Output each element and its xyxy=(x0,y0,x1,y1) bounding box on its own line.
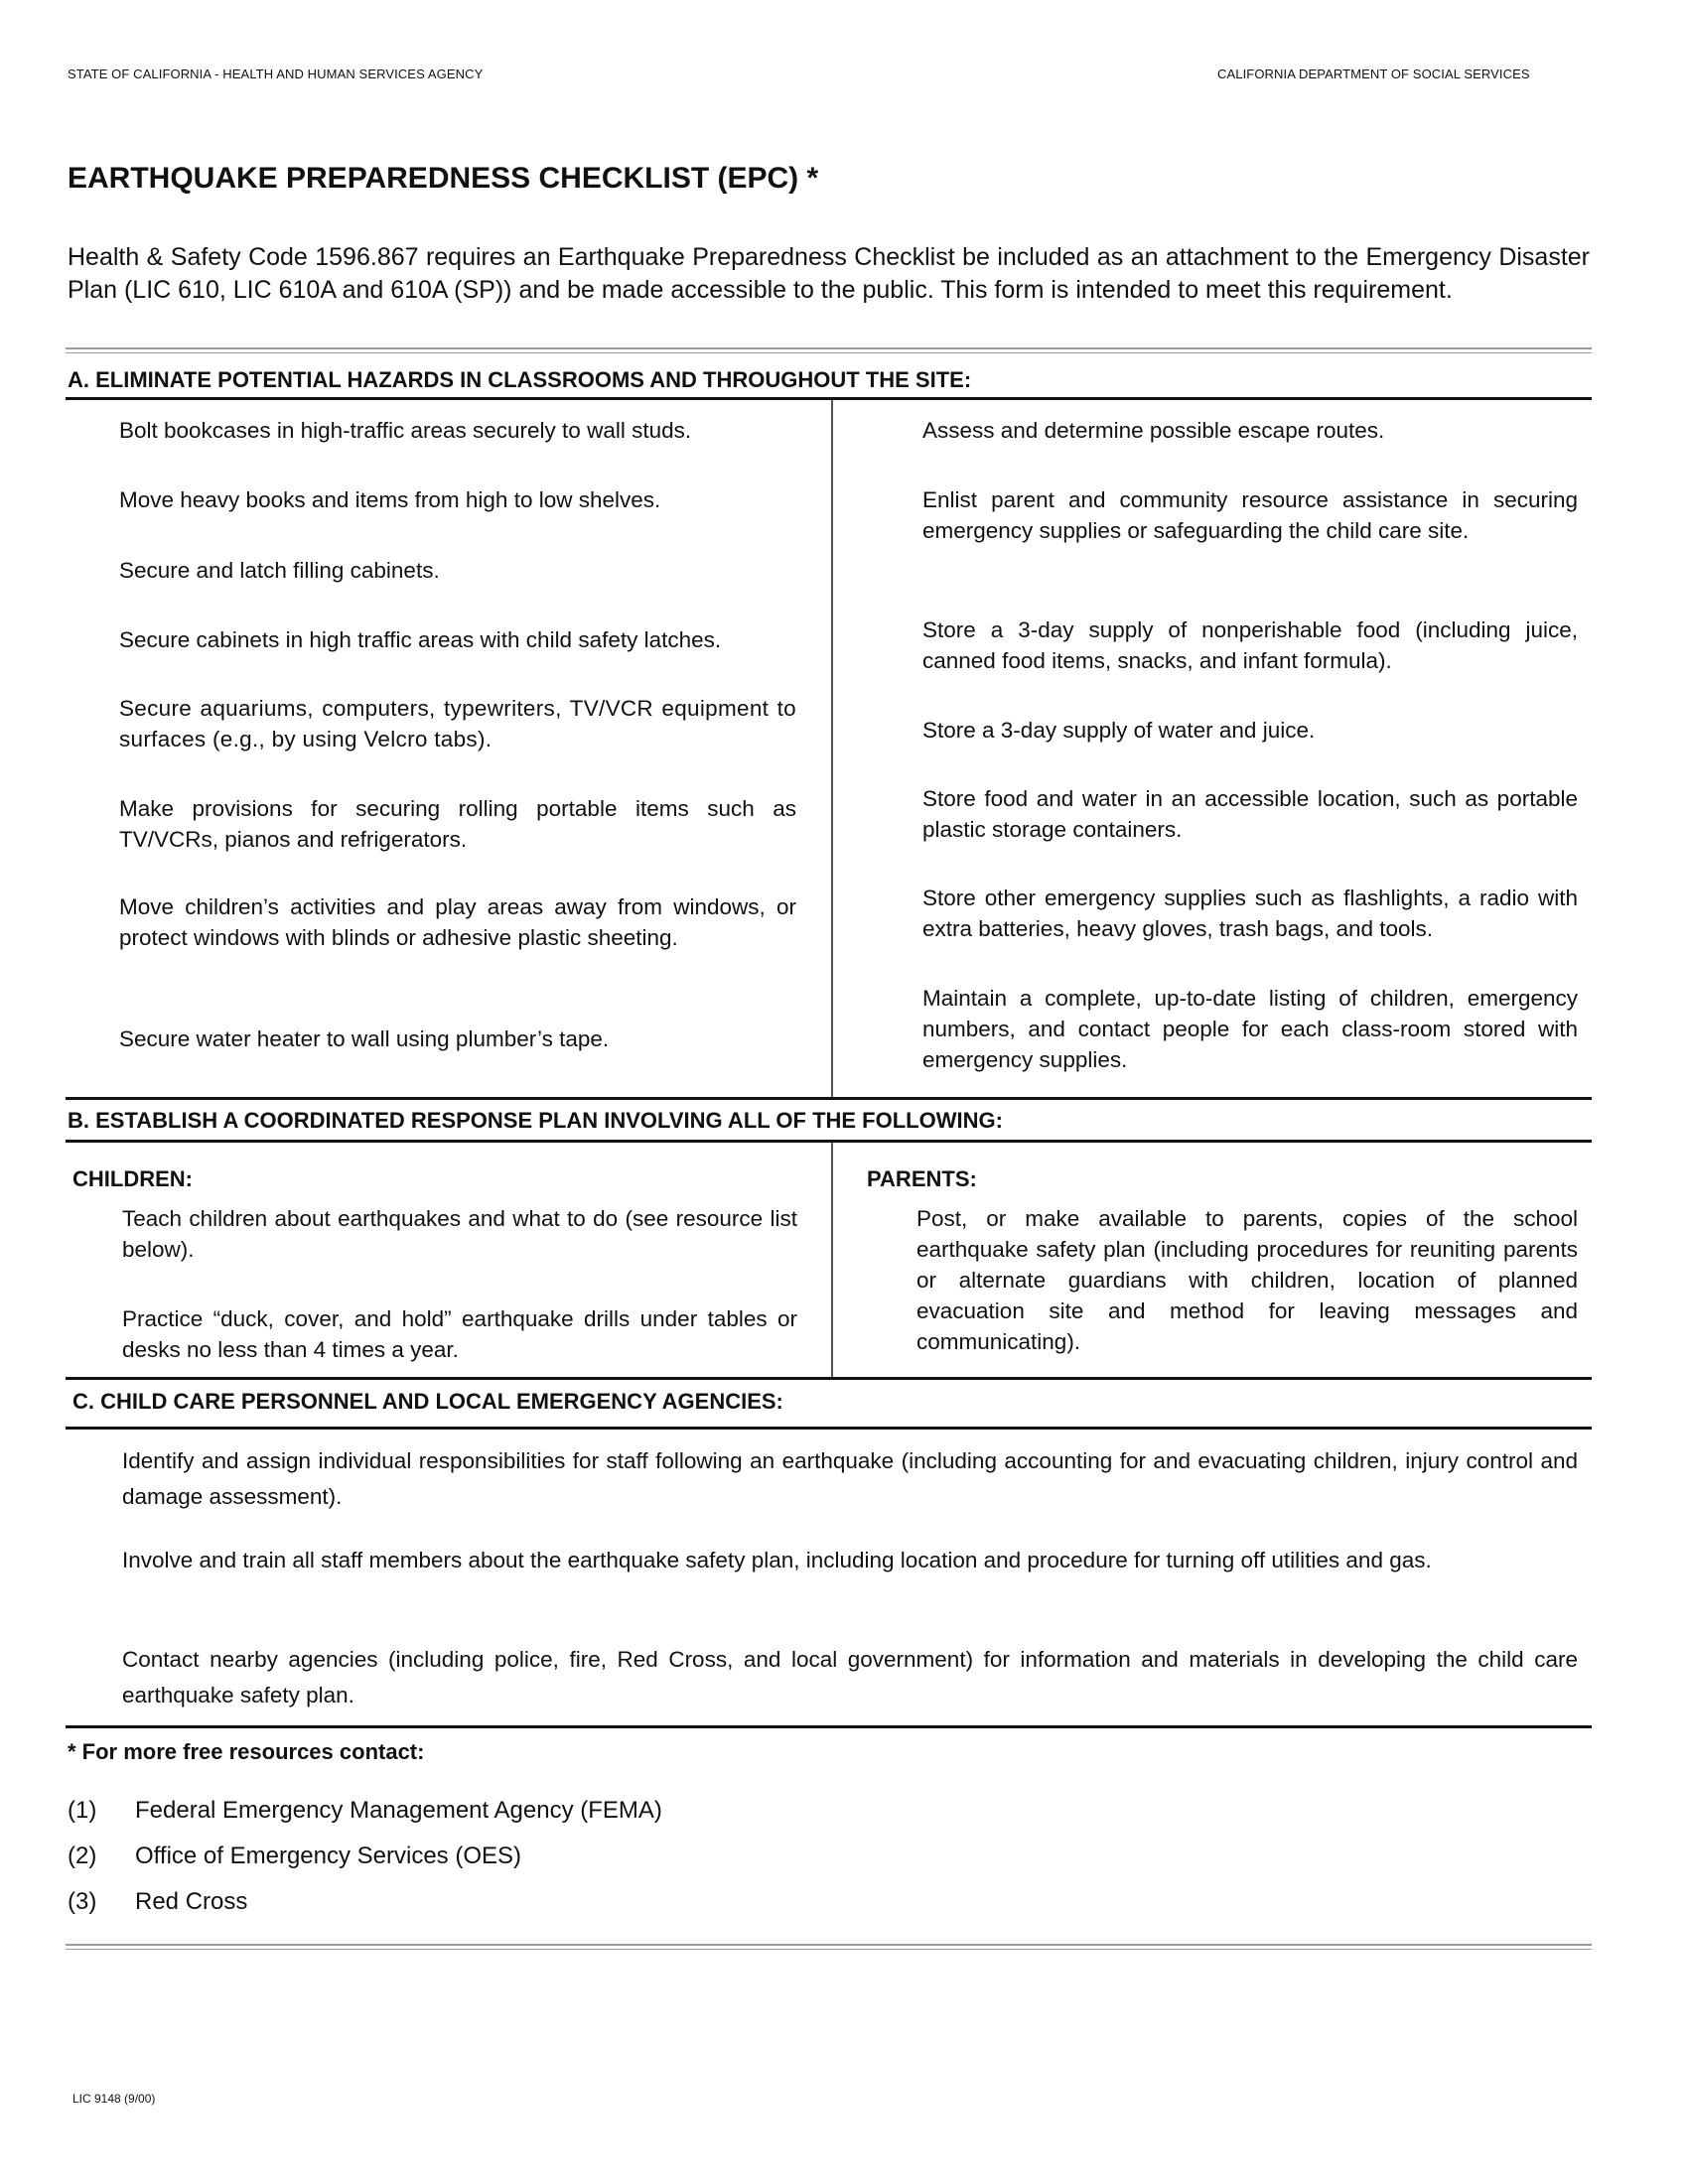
column-divider xyxy=(831,1143,833,1377)
checklist-item: Post, or make available to parents, copies of the school earthquake safety plan (including procedures for reuniting parents or alternate guardians with children, location of planned evacuation site and method for leaving messages and communicating). xyxy=(916,1206,1578,1354)
section-c-title: C. CHILD CARE PERSONNEL AND LOCAL EMERGENCY AGENCIES: xyxy=(72,1389,783,1414)
section-c-top-rule xyxy=(66,1377,1592,1380)
checklist-item: Teach children about earthquakes and what to do (see resource list below). xyxy=(122,1206,797,1262)
checklist-item: Bolt bookcases in high-traffic areas securely to wall studs. xyxy=(119,418,692,443)
resources-rule xyxy=(66,1725,1592,1728)
column-divider xyxy=(831,400,833,1097)
checklist-item: Make provisions for securing rolling portable items such as TV/VCRs, pianos and refrigerators. xyxy=(119,796,796,852)
checklist-item: Secure aquariums, computers, typewriters, TV/VCR equipment to surfaces (e.g., by using Velcro tabs). xyxy=(119,696,796,751)
checklist-item: Enlist parent and community resource assistance in securing emergency supplies or safeguarding the child care site. xyxy=(922,487,1578,543)
section-a-title: A. ELIMINATE POTENTIAL HAZARDS IN CLASSROOMS AND THROUGHOUT THE SITE: xyxy=(68,367,972,392)
checklist-item: Move children’s activities and play areas away from windows, or protect windows with blinds or adhesive plastic sheeting. xyxy=(119,894,796,950)
resource-name: Office of Emergency Services (OES) xyxy=(135,1843,522,1869)
resource-name: Federal Emergency Management Agency (FEMA) xyxy=(135,1797,662,1824)
section-b-top-rule xyxy=(66,1097,1592,1100)
section-c-rule xyxy=(66,1427,1592,1430)
agency-header-right: CALIFORNIA DEPARTMENT OF SOCIAL SERVICES xyxy=(1217,67,1530,81)
section-a-rule xyxy=(66,397,1592,400)
page-title: EARTHQUAKE PREPAREDNESS CHECKLIST (EPC) * xyxy=(68,162,819,195)
resource-number: (3) xyxy=(68,1888,97,1915)
checklist-item: Secure and latch filling cabinets. xyxy=(119,558,440,583)
divider xyxy=(66,347,1592,353)
checklist-item: Secure water heater to wall using plumber’s tape. xyxy=(119,1026,610,1051)
resource-number: (1) xyxy=(68,1797,97,1824)
children-label: CHILDREN: xyxy=(72,1166,193,1191)
checklist-item: Identify and assign individual responsibilities for staff following an earthquake (including accounting for and evacuating children, injury control and damage assessment). xyxy=(122,1448,1578,1509)
checklist-item: Maintain a complete, up-to-date listing of children, emergency numbers, and contact people for each class-room stored with emergency supplies. xyxy=(922,986,1578,1072)
form-code: LIC 9148 (9/00) xyxy=(72,2092,156,2106)
checklist-item: Store food and water in an accessible location, such as portable plastic storage containers. xyxy=(922,786,1578,842)
agency-header-left: STATE OF CALIFORNIA - HEALTH AND HUMAN SERVICES AGENCY xyxy=(68,67,484,81)
checklist-item: Store other emergency supplies such as flashlights, a radio with extra batteries, heavy gloves, trash bags, and tools. xyxy=(922,886,1578,941)
resources-title: * For more free resources contact: xyxy=(68,1739,425,1764)
checklist-item: Contact nearby agencies (including police, fire, Red Cross, and local government) for information and materials in developing the child care earthquake safety plan. xyxy=(122,1647,1578,1707)
parents-label: PARENTS: xyxy=(867,1166,977,1191)
resource-number: (2) xyxy=(68,1843,97,1869)
checklist-item: Involve and train all staff members about the earthquake safety plan, including location and procedure for turning off utilities and gas. xyxy=(122,1548,1432,1572)
checklist-item: Store a 3-day supply of nonperishable food (including juice, canned food items, snacks, and infant formula). xyxy=(922,617,1578,673)
checklist-item: Secure cabinets in high traffic areas with child safety latches. xyxy=(119,627,722,652)
checklist-item: Store a 3-day supply of water and juice. xyxy=(922,718,1316,743)
checklist-item: Assess and determine possible escape routes. xyxy=(922,418,1385,443)
section-b-title: B. ESTABLISH A COORDINATED RESPONSE PLAN INVOLVING ALL OF THE FOLLOWING: xyxy=(68,1108,1003,1133)
section-b-rule xyxy=(66,1140,1592,1143)
checklist-item: Practice “duck, cover, and hold” earthquake drills under tables or desks no less than 4 times a year. xyxy=(122,1306,797,1362)
checklist-item: Move heavy books and items from high to low shelves. xyxy=(119,487,661,512)
intro-paragraph: Health & Safety Code 1596.867 requires an Earthquake Preparedness Checklist be included as an attachment to the Emergency Disaster Plan (LIC 610, LIC 610A and 610A (SP)) and be made accessible to the public. This form is intended to meet this requirement. xyxy=(68,243,1590,304)
divider xyxy=(66,1944,1592,1950)
resource-name: Red Cross xyxy=(135,1888,248,1915)
